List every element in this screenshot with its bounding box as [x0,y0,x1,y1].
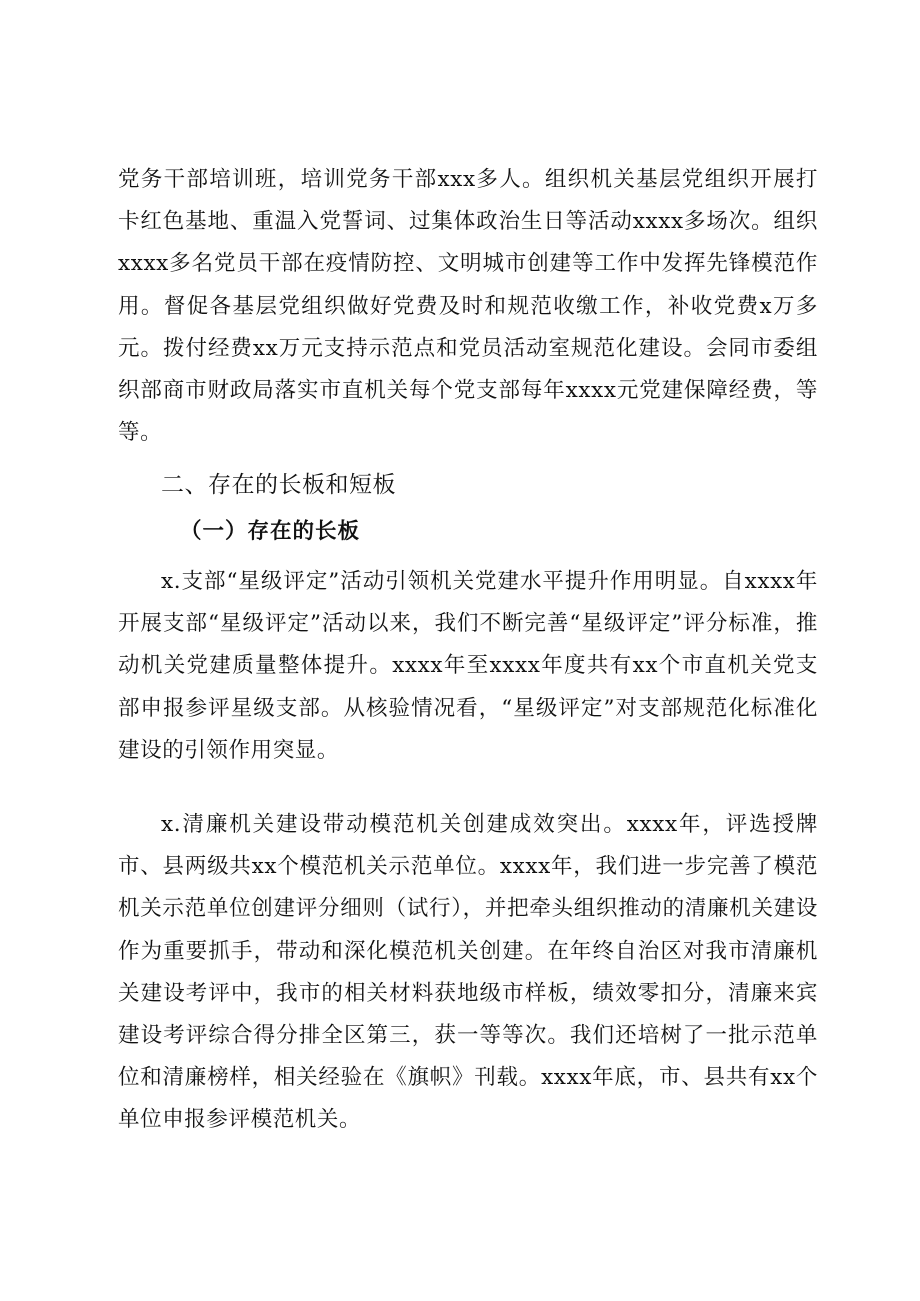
body-paragraph-clean-government: x.清廉机关建设带动模范机关创建成效突出。xxxx年，评选授牌市、县两级共xx个模范机关示范单位。xxxx年，我们进一步完善了模范机关示范单位创建评分细则（试行），并把牵头组织推动的清廉机关建设作为重要抓手，带动和深化模范机关创建。在年终自治区对我市清廉机关建设考评中，我市的相关材料获地级市样板，绩效零扣分，清廉来宾建设考评综合得分排全区第三，获一等等次。我们还培树了一批示范单位和清廉榜样，相关经验在《旗帜》刊载。xxxx年底，市、县共有xx个单位申报参评模范机关。 [118,812,818,1133]
body-paragraph-continued: 党务干部培训班，培训党务干部xxx多人。组织机关基层党组织开展打卡红色基地、重温入党誓词、过集体政治生日等活动xxxx多场次。组织xxxx多名党员干部在疫情防控、文明城市创建等工作中发挥先锋模范作用。督促各基层党组织做好党费及时和规范收缴工作，补收党费x万多元。拨付经费xx万元支持示范点和党员活动室规范化建设。会同市委组织部商市财政局落实市直机关每个党支部每年xxxx元党建保障经费，等等。 [118,167,818,446]
subsection-heading: （一）存在的长板 [180,519,361,544]
body-paragraph-star-rating: x.支部“星级评定”活动引领机关党建水平提升作用明显。自xxxx年开展支部“星级评定”活动以来，我们不断完善“星级评定”评分标准，推动机关党建质量整体提升。xxxx年至xxxx年度共有xx个市直机关党支部申报参评星级支部。从核验情况看，“星级评定”对支部规范化标准化建设的引领作用突显。 [118,569,818,763]
section-heading: 二、存在的长板和短板 [161,472,396,498]
